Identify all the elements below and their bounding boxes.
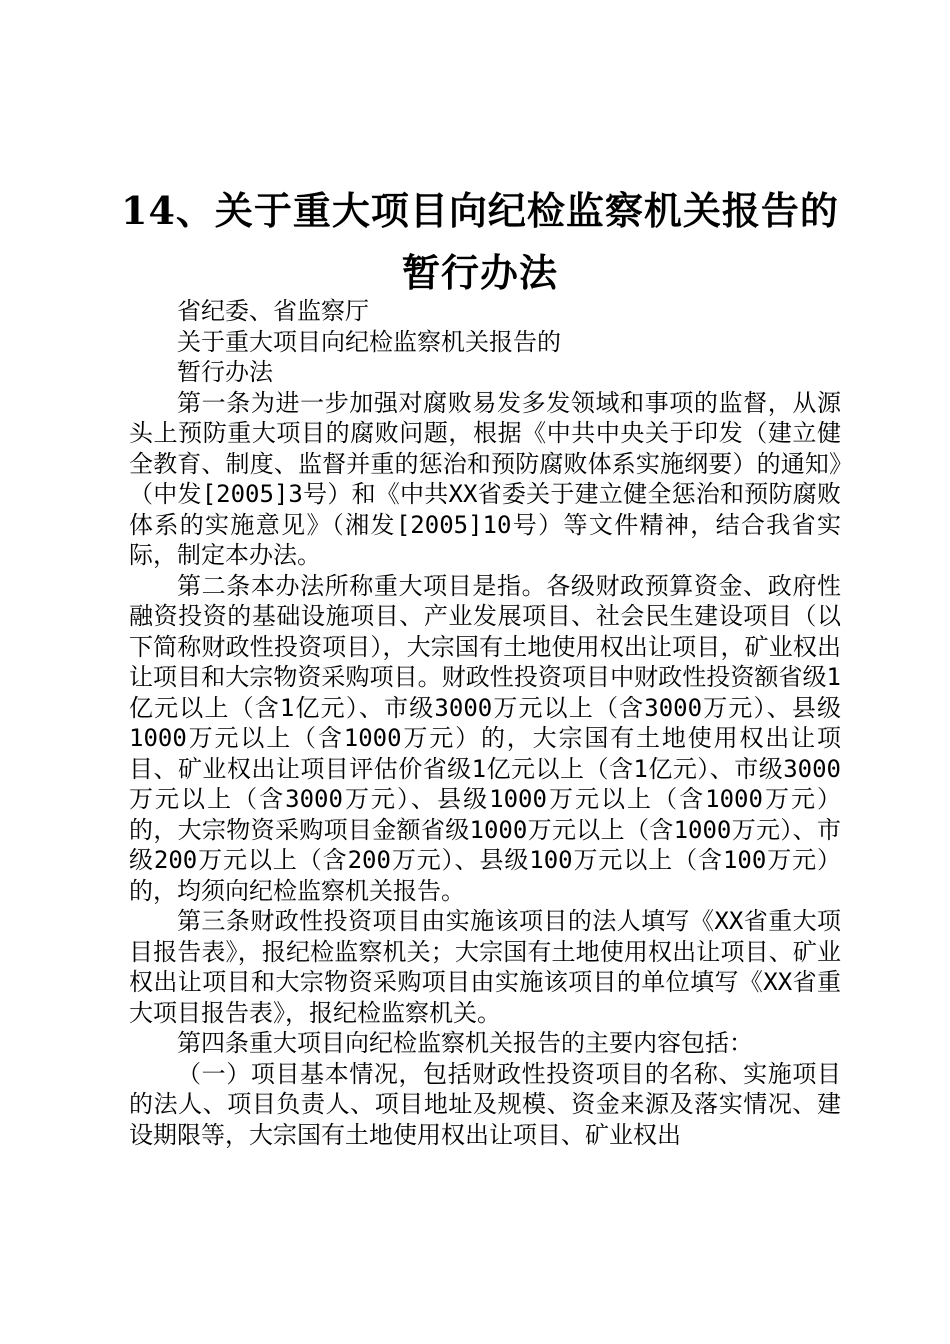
issuer-line: 省纪委、省监察厅 <box>177 297 369 325</box>
article-4-paragraph: 第四条重大项目向纪检监察机关报告的主要内容包括： <box>177 1029 753 1057</box>
document-title: 14、关于重大项目向纪检监察机关报告的暂行办法 <box>121 188 839 295</box>
article-4-item-1-paragraph: （一）项目基本情况，包括财政性投资项目的名称、实施项目的法人、项目负责人、项目地址及规模、资金来源及落实情况、建设期限等，大宗国有土地使用权出让项目、矿业权出 <box>129 1059 841 1149</box>
subtitle-line-1: 关于重大项目向纪检监察机关报告的 <box>177 327 561 356</box>
article-1-paragraph: 第一条为进一步加强对腐败易发多发领域和事项的监督，从源头上预防重大项目的腐败问题，根据《中共中央关于印发（建立健全教育、制度、监督并重的惩治和预防腐败体系实施纲要）的通知》（中发[2005]3号）和《中共XX省委关于建立健全惩治和预防腐败体系的实施意见》（湘发[2005]10号）等文件精神，结合我省实际，制定本办法。 <box>129 388 841 569</box>
document-body <box>129 296 841 1150</box>
subtitle-line-2: 暂行办法 <box>177 358 273 386</box>
article-2-paragraph: 第二条本办法所称重大项目是指。各级财政预算资金、政府性融资投资的基础设施项目、产业发展项目、社会民生建设项目（以下简称财政性投资项目），大宗国有土地使用权出让项目，矿业权出让项目和大宗物资采购项目。财政性投资项目中财政性投资额省级1亿元以上（含1亿元）、市级3000万元以上（含3000万元）、县级1000万元以上（含1000万元）的，大宗国有土地使用权出让项目、矿业权出让项目评估价省级1亿元以上（含1亿元）、市级3000万元以上（含3000万元）、县级1000万元以上（含1000万元）的，大宗物资采购项目金额省级1000万元以上（含1000万元）、市级200万元以上（含200万元）、县级100万元以上（含100万元）的，均须向纪检监察机关报告。 <box>129 571 841 905</box>
article-3-paragraph: 第三条财政性投资项目由实施该项目的法人填写《XX省重大项目报告表》，报纪检监察机关；大宗国有土地使用权出让项目、矿业权出让项目和大宗物资采购项目由实施该项目的单位填写《XX省重大项目报告表》，报纪检监察机关。 <box>129 907 841 1027</box>
